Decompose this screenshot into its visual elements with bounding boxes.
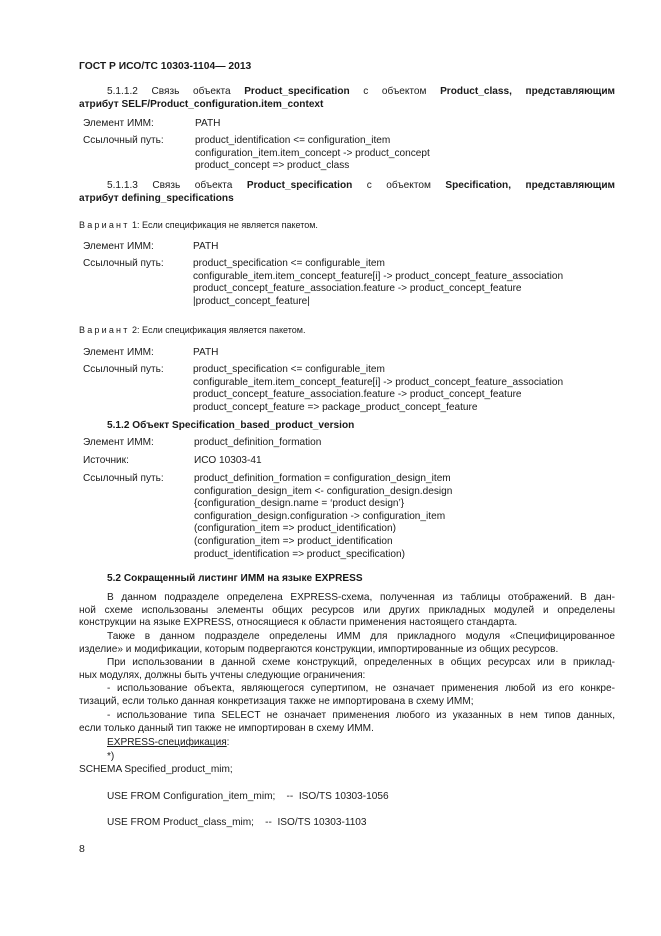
path-line: {configuration_design.name = ‘product design’} (194, 498, 405, 510)
heading-entity: Product_specification (246, 180, 353, 191)
reference-path-lines (194, 473, 452, 561)
code-use-from-line-2: USE FROM Product_class_mim; -- ISO/TS 10303-1103 (107, 817, 367, 828)
heading-entity: Product_specification (244, 86, 350, 97)
paragraph-line: - использование объекта, являющегося супертипом, не означает применения любой из его конкре- (107, 683, 615, 694)
path-line: configurable_item.item_concept_feature[i] -> product_concept_feature_association (193, 376, 564, 388)
page-number: 8 (79, 843, 85, 855)
reference-path-label: Ссылочный путь: (83, 258, 164, 269)
aim-element-value: PATH (195, 118, 221, 129)
reference-path-label: Ссылочный путь: (83, 473, 164, 484)
code-comment-close: *) (107, 751, 115, 762)
aim-element-label: Элемент ИММ: (83, 347, 154, 358)
path-line: product_specification <= configurable_item (193, 258, 385, 269)
section-5-1-1-3-heading (79, 180, 615, 205)
heading-attribute: атрибут defining_specifications (79, 192, 234, 204)
path-line: configuration_item.item_concept -> product_concept (195, 147, 430, 159)
path-line: product_concept_feature_association.feature -> product_concept_feature (193, 283, 522, 295)
path-line: product_identification <= configuration_item (195, 135, 391, 146)
path-line: configuration_design_item <- configuration_design.design (194, 485, 453, 497)
paragraph-line: конструкции на языке EXPRESS, относящиеся к области применения настоящего стандарта. (79, 617, 518, 629)
path-line: product_identification => product_specification) (194, 548, 405, 560)
paragraph-line: В данном подразделе определена EXPRESS-схема, полученная из таблицы отображений. В дан- (107, 592, 615, 603)
heading-text: с объектом (352, 180, 446, 191)
aim-element-label: Элемент ИММ: (83, 118, 154, 129)
variant-text: 2: Если спецификация является пакетом. (129, 325, 306, 335)
section-5-1-1-2-heading (79, 86, 615, 111)
paragraph-1 (79, 592, 615, 630)
code-schema-line: SCHEMA Specified_product_mim; (79, 764, 233, 775)
paragraph-3 (79, 657, 615, 682)
aim-element-label: Элемент ИММ: (83, 241, 154, 252)
source-label: Источник: (83, 455, 129, 466)
reference-path-lines (193, 364, 563, 414)
paragraph-line: При использовании в данной схеме конструкций, определенных в общих ресурсах или в приклад- (107, 657, 615, 668)
heading-text: 5.1.1.2 Связь объекта (107, 86, 245, 97)
paragraph-line: если только данный тип также не импортирован в схему ИММ. (79, 722, 374, 734)
paragraph-2 (79, 631, 615, 656)
paragraph-5 (79, 710, 615, 735)
reference-path-lines (193, 258, 563, 308)
aim-element-value: PATH (193, 347, 219, 358)
path-line: configuration_design.configuration -> configuration_item (194, 510, 446, 522)
path-line: |product_concept_feature| (193, 295, 310, 307)
document-header: ГОСТ Р ИСО/ТС 10303-1104— 2013 (79, 61, 252, 72)
path-line: configurable_item.item_concept_feature[i] -> product_concept_feature_association (193, 270, 564, 282)
path-line: (configuration_item => product_identification (194, 535, 393, 547)
aim-element-value: PATH (193, 241, 219, 252)
paragraph-line: тизаций, если только данная конкретизация также не импортирована в схему ИММ; (79, 695, 474, 707)
heading-entity: Specification, представляющим (445, 180, 615, 191)
variant-word: Вариант (79, 325, 130, 335)
variant-text: 1: Если спецификация не является пакетом. (129, 220, 318, 230)
express-label-text: EXPRESS-спецификация (107, 737, 227, 748)
express-label-colon: : (226, 737, 230, 748)
variant-2-note (79, 324, 305, 337)
path-line: product_concept => product_class (195, 160, 350, 172)
aim-element-value: product_definition_formation (194, 437, 322, 448)
path-line: (configuration_item => product_identification) (194, 523, 396, 535)
heading-text: с объектом (349, 86, 441, 97)
heading-text: 5.1.1.3 Связь объекта (107, 180, 247, 191)
path-line: product_specification <= configurable_item (193, 364, 385, 375)
variant-word: Вариант (79, 220, 130, 230)
reference-path-lines (195, 135, 430, 173)
code-use-from-line-1: USE FROM Configuration_item_mim; -- ISO/TS 10303-1056 (107, 791, 389, 802)
section-5-2-heading: 5.2 Сокращенный листинг ИММ на языке EXPRESS (107, 573, 363, 584)
heading-entity: Product_class, представляющим (440, 86, 615, 97)
heading-attribute: атрибут SELF/Product_configuration.item_context (79, 98, 324, 110)
aim-element-label: Элемент ИММ: (83, 437, 154, 448)
path-line: product_concept_feature => package_product_concept_feature (193, 401, 478, 413)
path-line: product_concept_feature_association.feature -> product_concept_feature (193, 389, 522, 401)
source-value: ИСО 10303-41 (194, 455, 262, 466)
variant-1-note (79, 219, 318, 232)
section-5-1-2-heading: 5.1.2 Объект Specification_based_product_version (107, 420, 355, 431)
paragraph-line: изделие» и модификации, которым подвергаются конструкции, импортированные из общих ресурсов. (79, 643, 559, 655)
reference-path-label: Ссылочный путь: (83, 135, 164, 146)
paragraph-line: Также в данном подразделе определены ИММ для прикладного модуля «Специфицированное (107, 631, 615, 642)
paragraph-line: - использование типа SELECT не означает применения любого из указанных в нем типов данных, (107, 710, 615, 721)
path-line: product_definition_formation = configuration_design_item (194, 473, 451, 484)
paragraph-4 (79, 683, 615, 708)
express-specification-label (107, 737, 229, 750)
paragraph-line: ных модулях, должны быть учтены следующие ограничения: (79, 669, 366, 681)
reference-path-label: Ссылочный путь: (83, 364, 164, 375)
paragraph-line: ной схеме использованы элементы общих ресурсов или других прикладных модулей и определены (79, 604, 615, 616)
